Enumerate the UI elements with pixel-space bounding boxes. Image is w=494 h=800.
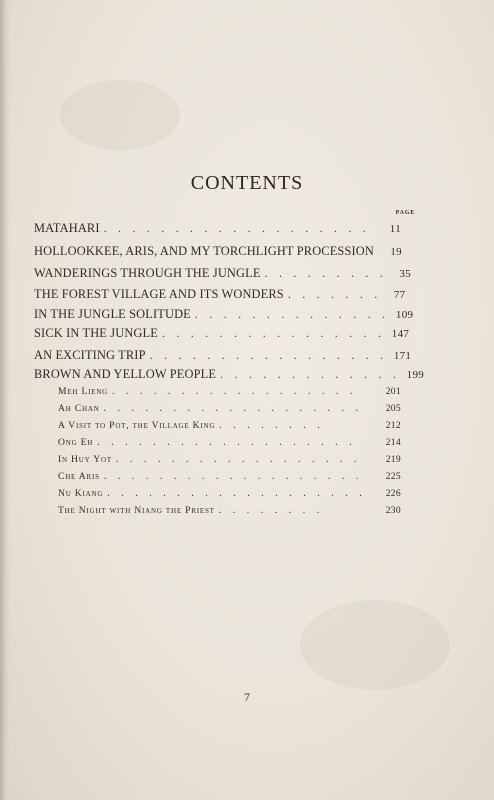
toc-subentry[interactable] — [58, 403, 401, 414]
dot-leader: . . . . . . . . — [218, 505, 324, 516]
toc-subentry-title: Meh Lieng — [58, 386, 109, 397]
page-column-label: PAGE — [395, 210, 415, 216]
toc-entry-title: SICK IN THE JUNGLE — [34, 326, 158, 340]
toc-entry[interactable] — [34, 307, 414, 322]
toc-entry[interactable] — [34, 348, 412, 363]
toc-subentry-title: The Night with Niang the Priest — [58, 505, 215, 516]
toc-subentry-title: Nu Kiang — [58, 488, 104, 499]
toc-entry-title: HOLLOOKKEE, ARIS, AND MY TORCHLIGHT PROCESSION — [34, 244, 374, 258]
toc-subentry-title: Che Aris — [58, 471, 100, 482]
contents-heading: CONTENTS — [190, 172, 304, 194]
toc-entry[interactable] — [34, 367, 425, 382]
dot-leader: . . . . . . . . . . . . . . . . . . . — [103, 221, 371, 235]
toc-entry-title: IN THE JUNGLE SOLITUDE — [34, 307, 191, 321]
toc-entry-page: 199 — [406, 369, 425, 381]
toc-subentry-page: 219 — [385, 454, 401, 465]
toc-subentry[interactable] — [58, 454, 401, 465]
toc-entry[interactable] — [34, 221, 401, 236]
toc-entry-page: 109 — [395, 309, 414, 321]
toc-subentry[interactable] — [58, 471, 401, 482]
toc-entry-page: 11 — [389, 223, 401, 235]
paper-stain — [60, 80, 180, 150]
toc-entry-page: 147 — [391, 328, 410, 340]
toc-subentry-page: 230 — [385, 505, 401, 516]
toc-entry-page: 77 — [393, 289, 406, 301]
toc-entry-page: 35 — [399, 268, 411, 280]
toc-subentry[interactable] — [58, 488, 401, 499]
toc-subentry[interactable] — [58, 437, 401, 448]
toc-entry[interactable] — [34, 266, 411, 281]
dot-leader: . . . . . . . . . . . . . . . . . . — [112, 386, 358, 397]
toc-subentry-page: 201 — [385, 386, 401, 397]
toc-subentry-page: 214 — [385, 437, 401, 448]
page-spine-shadow — [0, 0, 10, 800]
dot-leader: . . . . . . . . . — [264, 266, 387, 280]
toc-subentry-title: A Visit to Pot, the Village King — [58, 420, 216, 431]
toc-entry-page: 171 — [393, 350, 412, 362]
toc-subentry-page: 212 — [385, 420, 401, 431]
dot-leader: . . . . . . . . . . . . . . — [194, 307, 390, 321]
dot-leader: . . . . . . . . . . . . . . . . . . — [116, 454, 361, 465]
dot-leader: . . . . . . . . — [219, 420, 325, 431]
toc-entry-title: THE FOREST VILLAGE AND ITS WONDERS — [34, 287, 284, 301]
toc-entry[interactable] — [34, 287, 406, 302]
dot-leader: . . . . . . . . . . . . . . . . . . . — [97, 437, 357, 448]
page-number: 7 — [244, 690, 250, 704]
paper-stain — [300, 600, 450, 690]
toc-subentry-page: 205 — [385, 403, 401, 414]
toc-subentry-title: Ong Eh — [58, 437, 94, 448]
toc-entry-title: BROWN AND YELLOW PEOPLE — [34, 367, 217, 381]
dot-leader: . . . . . . . . . . . . . . . . . . . — [103, 403, 363, 414]
toc-entry[interactable] — [34, 326, 410, 341]
toc-subentry-title: In Huy Yot — [58, 454, 112, 465]
toc-subentry[interactable] — [58, 420, 401, 431]
toc-subentry[interactable] — [58, 386, 401, 397]
toc-subentry[interactable] — [58, 505, 401, 516]
toc-entry-title: AN EXCITING TRIP — [34, 348, 146, 362]
dot-leader: . . . . . . . . . . . . . . . . . . . — [103, 471, 363, 482]
dot-leader: . . . . . . . . . . . . . — [220, 367, 401, 381]
dot-leader: . . . . . . . . . . . . . . . . . — [149, 348, 388, 362]
dot-leader: . . . . . . . . . . . . . . . . . . . — [107, 488, 367, 499]
dot-leader: . . . . . . . . . . . . . . . . — [161, 326, 386, 340]
toc-entry-title: MATAHARI — [34, 221, 100, 235]
toc-entry-page: 19 — [390, 246, 402, 258]
toc-subentry-page: 225 — [385, 471, 401, 482]
toc-entry[interactable] — [34, 244, 401, 259]
toc-entry-title: WANDERINGS THROUGH THE JUNGLE — [34, 266, 261, 280]
toc-subentry-page: 226 — [385, 488, 401, 499]
dot-leader: . . . . . . . — [287, 287, 382, 301]
toc-subentry-title: Ah Chan — [58, 403, 100, 414]
